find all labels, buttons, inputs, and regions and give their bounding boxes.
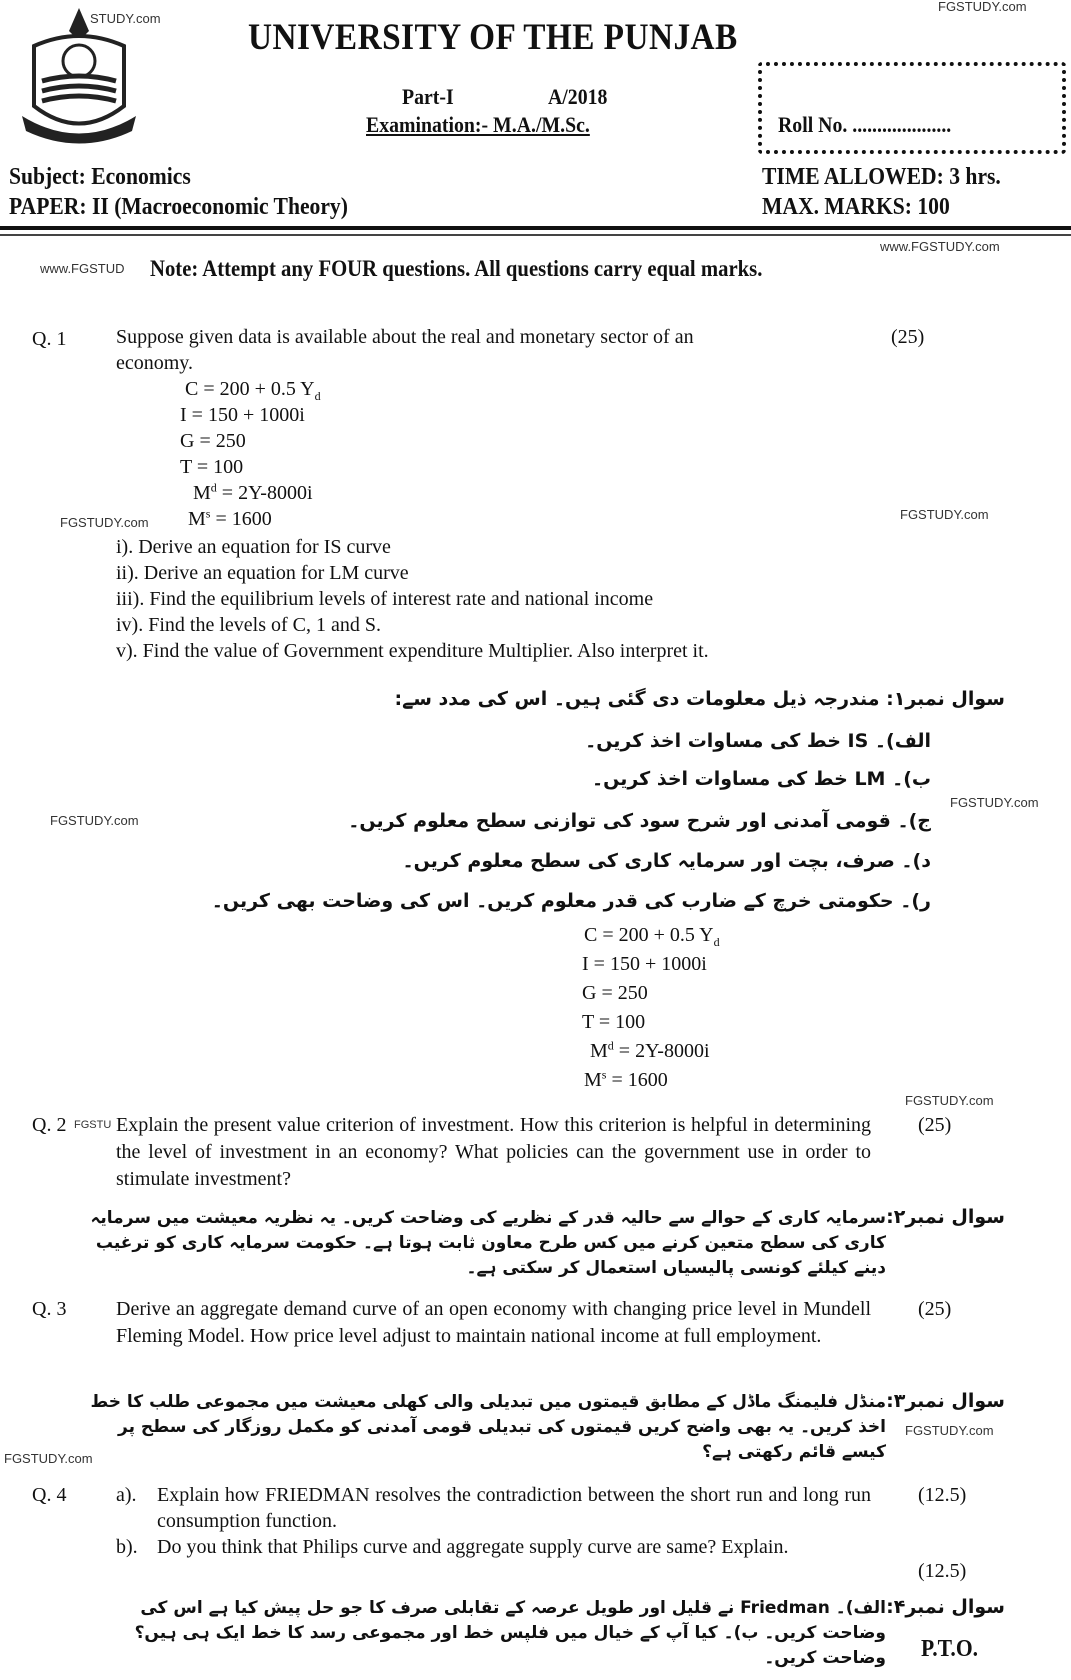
- session-label: A/2018: [548, 84, 608, 109]
- question-marks: (25): [918, 1114, 952, 1136]
- sub-question-label: b).: [116, 1536, 138, 1558]
- subject-label: Subject: Economics: [9, 164, 191, 190]
- urdu-question: الف)۔ Friedman نے قلیل اور طویل عرصہ کے تقابلی صرف کا جو حل پیش کیا ہے اس کی وضاحت کریں۔ ب)۔ کیا آپ کے خیال میں فلپس خط اور مجموعی رسد کا خط ایک ہی ہیں؟ وضاحت کریں۔: [134, 1598, 886, 1668]
- max-marks: MAX. MARKS: 100: [762, 194, 950, 220]
- equation: $M^d = 2Y-8000i$: [590, 1038, 710, 1062]
- question-number: Q. 3: [32, 1298, 67, 1320]
- equation: $M^d = 2Y-8000i$: [193, 480, 313, 504]
- sub-question: ii). Derive an equation for LM curve: [116, 562, 409, 584]
- equation: G = 250: [180, 430, 246, 452]
- equation: $M^s = 1600$: [584, 1067, 668, 1091]
- urdu-sub-question: د)۔ صرف، بچت اور سرمایہ کاری کی سطح معلوم کریں۔: [402, 850, 931, 872]
- equation: $M^s = 1600$: [188, 506, 272, 530]
- university-title: UNIVERSITY OF THE PUNJAB: [248, 17, 738, 58]
- sub-question: v). Find the value of Government expenditure Multiplier. Also interpret it.: [116, 640, 709, 662]
- question-number: Q. 1: [32, 328, 67, 350]
- watermark: FGSTUDY.com: [950, 795, 1039, 810]
- divider: [0, 226, 1071, 230]
- urdu-question-label: سوال نمبر۳:: [886, 1390, 1005, 1412]
- question-marks: (25): [918, 1298, 952, 1320]
- urdu-sub-question: ج)۔ قومی آمدنی اور شرح سود کی توازنی سطح معلوم کریں۔: [348, 810, 931, 832]
- time-allowed: TIME ALLOWED: 3 hrs.: [762, 164, 1001, 190]
- watermark: FGSTUDY.com: [938, 0, 1027, 14]
- equation: I = 150 + 1000i: [180, 404, 305, 426]
- question-text: Suppose given data is available about the real and monetary sector of an: [116, 326, 694, 348]
- watermark: www.FGSTUD: [40, 261, 125, 276]
- question-number: Q. 2: [32, 1114, 67, 1136]
- instructions-note: Note: Attempt any FOUR questions. All questions carry equal marks.: [150, 256, 763, 281]
- please-turn-over: P.T.O.: [921, 1636, 979, 1662]
- equation: I = 150 + 1000i: [582, 953, 707, 975]
- urdu-sub-question: ب)۔ LM خط کی مساوات اخذ کریں۔: [592, 768, 931, 790]
- watermark: FGSTU: [74, 1119, 112, 1131]
- urdu-sub-question: ر)۔ حکومتی خرچ کے ضارب کی قدر معلوم کریں۔ اس کی وضاحت بھی کریں۔: [211, 890, 931, 912]
- equation: G = 250: [582, 982, 648, 1004]
- urdu-question: منڈل فلیمنگ ماڈل کے مطابق قیمتوں میں تبدیلی والی کھلی معیشت میں مجموعی طلب کا خط اخذ کریں۔ یہ بھی واضح کریں قیمتوں کی تبدیلی قومی آمدنی کو مکمل روزگار کی سطح پر کیسے قائم رکھتی ہے؟: [90, 1392, 886, 1462]
- sub-question: iii). Find the equilibrium levels of interest rate and national income: [116, 588, 654, 610]
- equation: T = 100: [582, 1011, 646, 1033]
- watermark: FGSTUDY.com: [900, 507, 989, 522]
- sub-question: i). Derive an equation for IS curve: [116, 536, 391, 558]
- sub-question: Explain how FRIEDMAN resolves the contradiction between the short run and long run consumption function.: [157, 1484, 871, 1532]
- sub-question: Do you think that Philips curve and aggregate supply curve are same? Explain.: [157, 1536, 789, 1558]
- divider: [0, 234, 1071, 236]
- watermark: FGSTUDY.com: [4, 1451, 93, 1466]
- equation: T = 100: [180, 456, 244, 478]
- part-label: Part-I: [402, 84, 454, 109]
- paper-label: PAPER: II (Macroeconomic Theory): [9, 194, 348, 220]
- urdu-question: سوال نمبر۱: مندرجہ ذیل معلومات دی گئی ہیں۔ اس کی مدد سے:: [394, 688, 1005, 710]
- question-marks: (25): [891, 326, 925, 348]
- roll-number-box: [758, 62, 1066, 154]
- question-marks: (12.5): [918, 1484, 967, 1506]
- university-logo-icon: [14, 6, 144, 146]
- question-text: Derive an aggregate demand curve of an open economy with changing price level in Mundell Fleming Model. How price level adjust to maintain national income at full employment.: [116, 1298, 872, 1347]
- examination-label: Examination:- M.A./M.Sc.: [366, 112, 590, 137]
- sub-question-label: a).: [116, 1484, 137, 1506]
- urdu-sub-question: الف)۔ IS خط کی مساوات اخذ کریں۔: [585, 730, 931, 752]
- urdu-question-label: سوال نمبر۴:: [886, 1596, 1005, 1618]
- question-text: economy.: [116, 352, 194, 374]
- urdu-question-label: سوال نمبر۲:: [886, 1206, 1005, 1228]
- equation: C = 200 + 0.5 $Y_d$: [185, 378, 321, 403]
- sub-question: iv). Find the levels of C, 1 and S.: [116, 614, 381, 636]
- watermark: www.FGSTUDY.com: [880, 239, 1000, 254]
- watermark: FGSTUDY.com: [905, 1093, 994, 1108]
- watermark: FGSTUDY.com: [50, 813, 139, 828]
- watermark: FGSTUDY.com: [905, 1423, 994, 1438]
- question-marks: (12.5): [918, 1560, 967, 1582]
- watermark: STUDY.com: [90, 11, 161, 26]
- equation: C = 200 + 0.5 $Y_d$: [584, 924, 720, 949]
- roll-number-field: Roll No. ....................: [778, 112, 952, 137]
- urdu-question: سرمایہ کاری کے حوالے سے حالیہ قدر کے نظریے کی وضاحت کریں۔ یہ نظریہ معیشت میں سرمایہ کاری کی سطح متعین کرنے میں کس طرح معاون ثابت ہوتا ہے۔ حکومت سرمایہ کاری کو ترغیب دینے کیلئے کونسی پالیسیاں استعمال کر سکتی ہے۔: [90, 1208, 886, 1278]
- question-text: Explain the present value criterion of investment. How this criterion is helpful in determining the level of investment in an economy? What policies can the government use in order to stimulate investment?: [116, 1114, 872, 1190]
- watermark: FGSTUDY.com: [60, 515, 149, 530]
- question-number: Q. 4: [32, 1484, 67, 1506]
